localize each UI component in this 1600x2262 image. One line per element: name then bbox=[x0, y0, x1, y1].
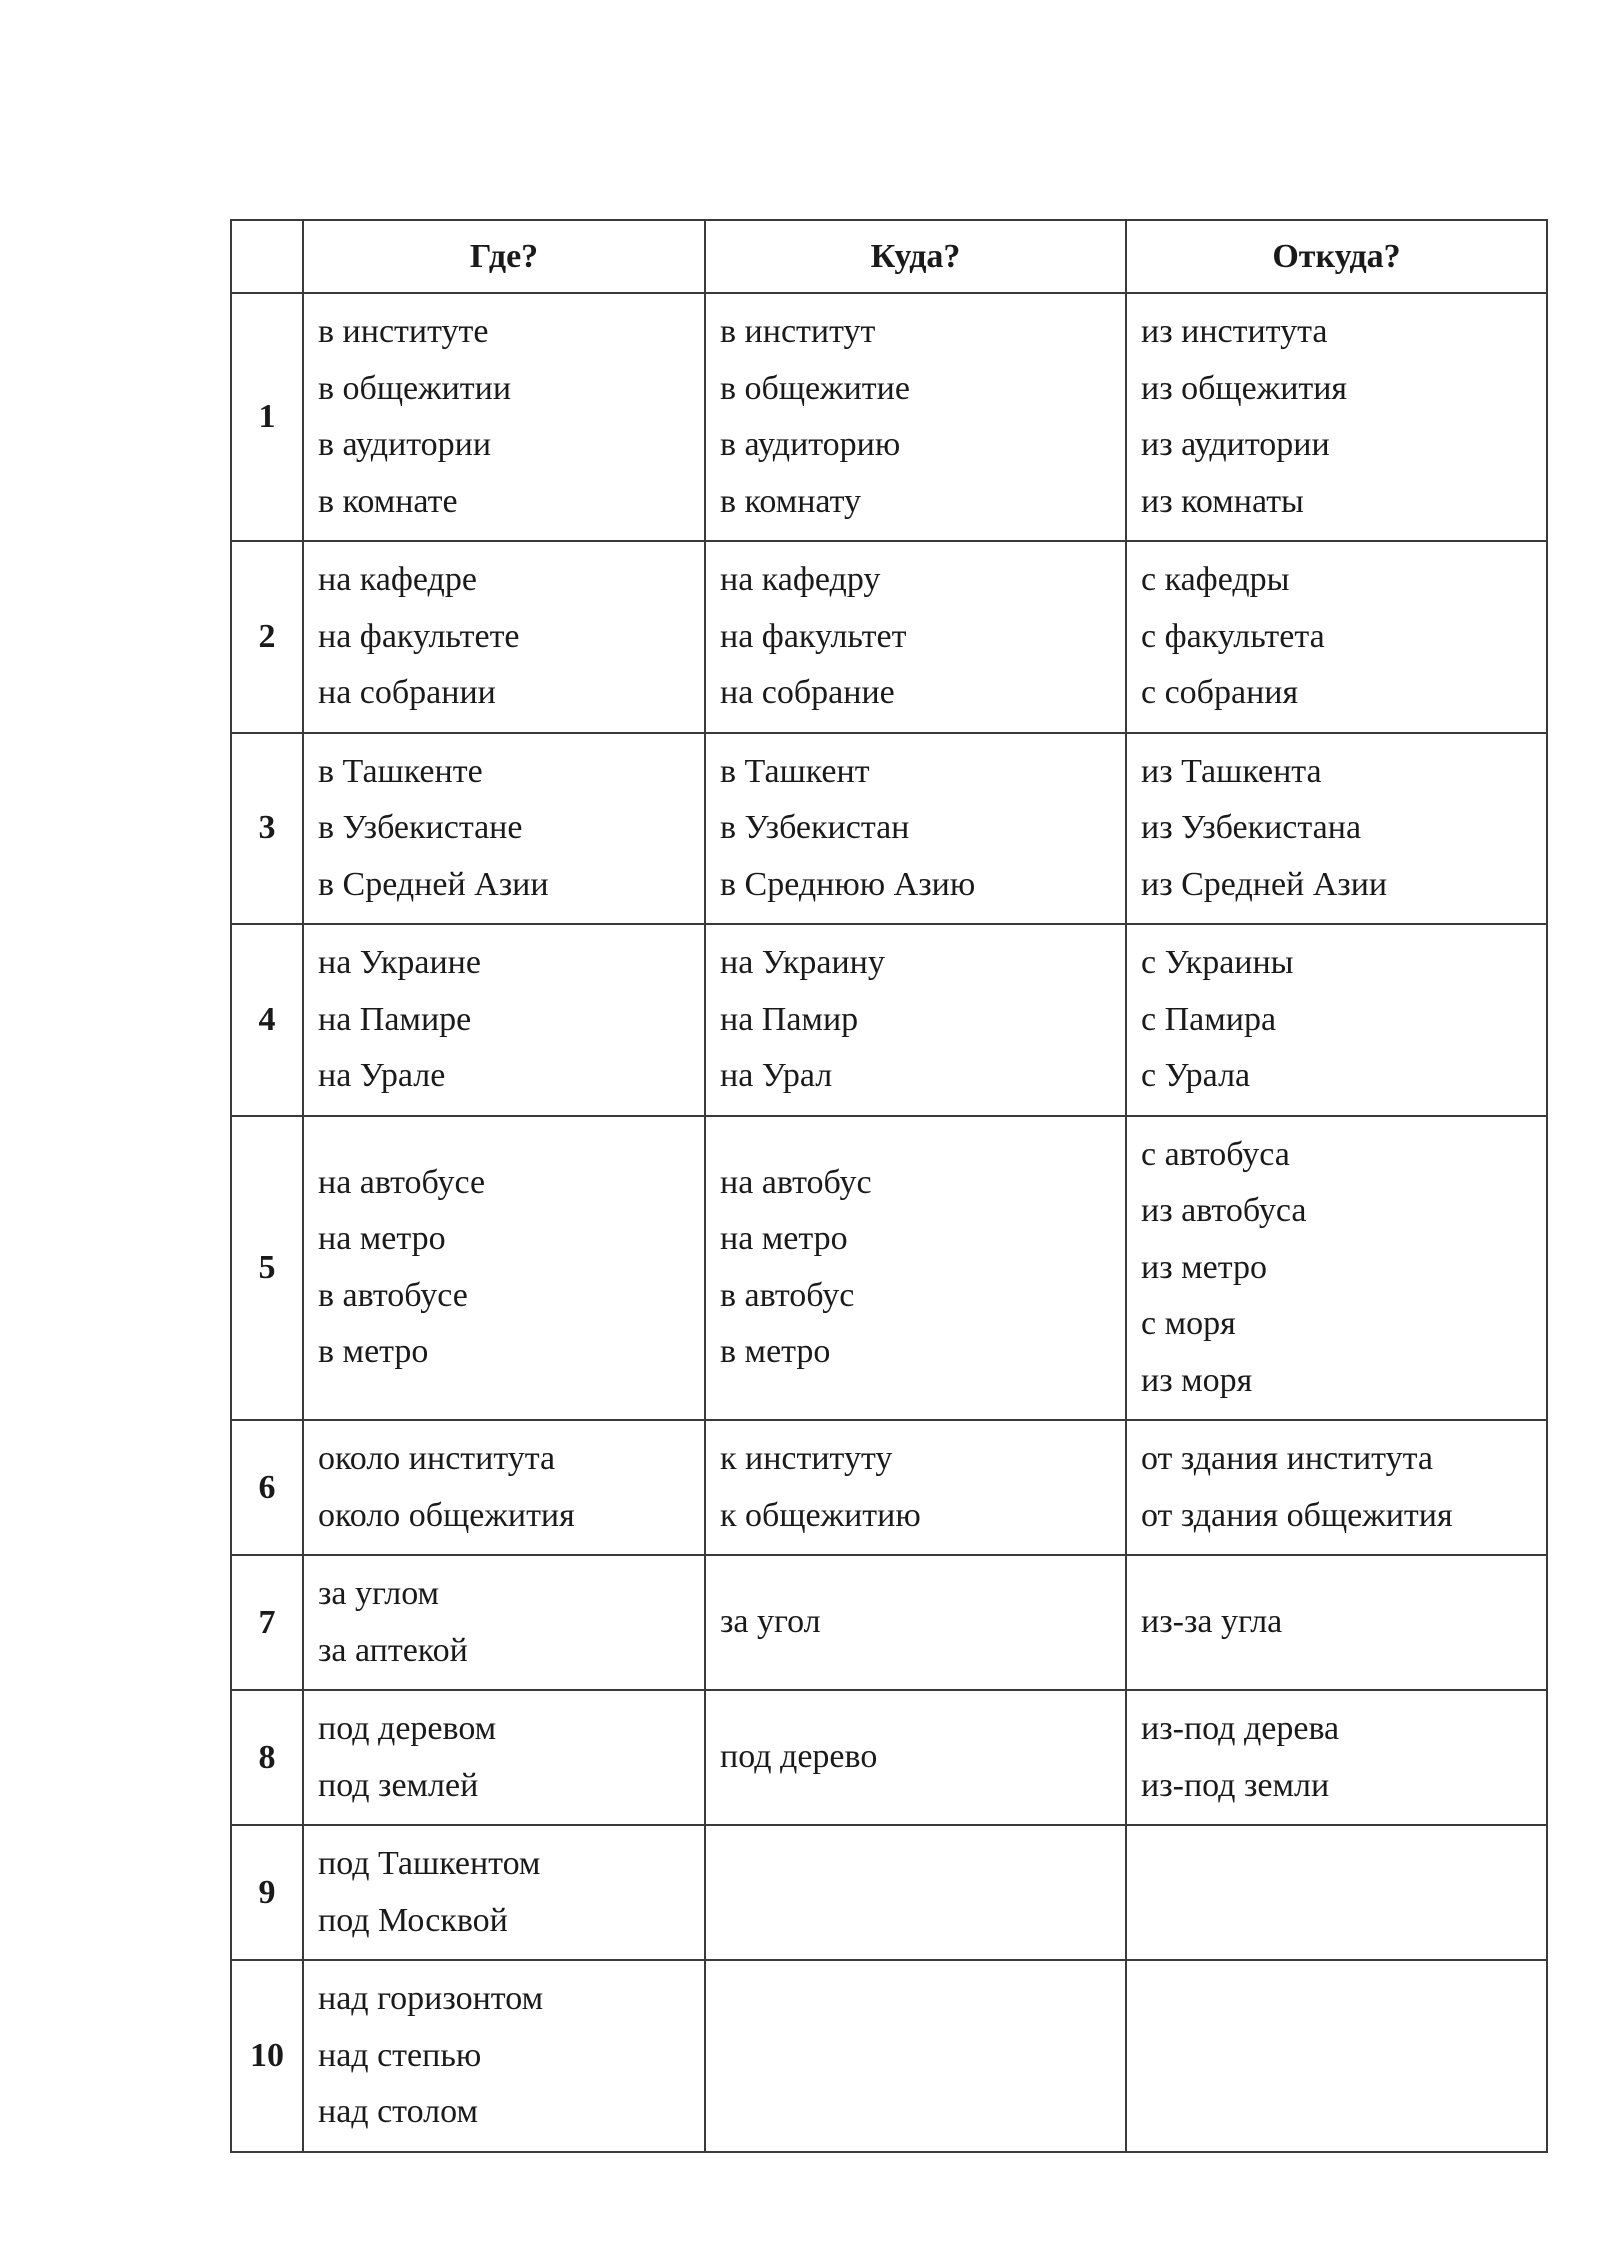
otkuda-phrase: из института bbox=[1141, 313, 1328, 350]
kuda-phrase: в институт bbox=[720, 313, 876, 350]
otkuda-phrase: с автобуса bbox=[1141, 1135, 1290, 1173]
gde-phrase: под Ташкентом bbox=[318, 1845, 541, 1882]
otkuda-phrase: с моря bbox=[1141, 1305, 1236, 1342]
gde-phrase: под землей bbox=[318, 1766, 479, 1804]
gde-phrase: на Памире bbox=[318, 1000, 472, 1038]
row-number: 4 bbox=[231, 924, 303, 1116]
header-otkuda: Откуда? bbox=[1126, 220, 1547, 293]
gde-phrase: в общежитии bbox=[318, 369, 512, 407]
gde-phrase: под деревом bbox=[318, 1710, 497, 1747]
row-number: 8 bbox=[231, 1690, 303, 1825]
header-number bbox=[231, 220, 303, 293]
gde-phrase: над столом bbox=[318, 2093, 478, 2130]
otkuda-phrase: из метро bbox=[1141, 1248, 1268, 1286]
gde-phrase: под Москвой bbox=[318, 1901, 508, 1939]
header-gde: Где? bbox=[303, 220, 705, 293]
gde-cell bbox=[303, 541, 705, 733]
kuda-phrase: в аудиторию bbox=[720, 426, 901, 463]
otkuda-phrase: с Памира bbox=[1141, 1000, 1277, 1038]
kuda-phrase: к институту bbox=[720, 1440, 893, 1477]
kuda-phrase: к общежитию bbox=[720, 1496, 921, 1534]
otkuda-phrase: из Ташкента bbox=[1141, 752, 1322, 790]
gde-phrase: в Средней Азии bbox=[318, 865, 549, 903]
otkuda-phrase: от здания института bbox=[1141, 1440, 1433, 1477]
otkuda-cell bbox=[1126, 733, 1547, 925]
otkuda-phrase: из Средней Азии bbox=[1141, 865, 1388, 903]
kuda-phrase: в автобус bbox=[720, 1276, 855, 1314]
otkuda-cell bbox=[1126, 1116, 1547, 1421]
gde-phrase: на Урале bbox=[318, 1057, 446, 1094]
kuda-phrase: на факультет bbox=[720, 617, 907, 655]
row-number: 6 bbox=[231, 1420, 303, 1555]
kuda-phrase: в метро bbox=[720, 1333, 831, 1371]
kuda-phrase: на Урал bbox=[720, 1057, 833, 1094]
kuda-phrase: в комнату bbox=[720, 482, 862, 520]
kuda-cell bbox=[705, 1420, 1126, 1555]
table-row bbox=[231, 1960, 1547, 2152]
gde-cell bbox=[303, 733, 705, 925]
kuda-phrase: в Ташкент bbox=[720, 752, 870, 790]
kuda-phrase: на Украину bbox=[720, 944, 885, 981]
gde-phrase: над степью bbox=[318, 2036, 482, 2074]
gde-cell bbox=[303, 924, 705, 1116]
kuda-phrase: в Узбекистан bbox=[720, 809, 910, 846]
kuda-phrase: в общежитие bbox=[720, 369, 910, 407]
otkuda-phrase: с Украины bbox=[1141, 944, 1294, 981]
gde-phrase: на автобусе bbox=[318, 1163, 486, 1201]
table-row bbox=[231, 293, 1547, 541]
otkuda-phrase: от здания общежития bbox=[1141, 1496, 1453, 1534]
kuda-phrase: на кафедру bbox=[720, 561, 881, 598]
otkuda-cell bbox=[1126, 1420, 1547, 1555]
gde-phrase: в комнате bbox=[318, 482, 458, 520]
gde-cell bbox=[303, 1555, 705, 1690]
gde-cell bbox=[303, 293, 705, 541]
gde-phrase: за углом bbox=[318, 1575, 440, 1612]
gde-phrase: около института bbox=[318, 1440, 556, 1477]
table-row bbox=[231, 1116, 1547, 1421]
otkuda-phrase: из-под дерева bbox=[1141, 1710, 1340, 1747]
gde-phrase: в Узбекистане bbox=[318, 809, 523, 846]
gde-phrase: на кафедре bbox=[318, 561, 477, 598]
kuda-phrase: под дерево bbox=[720, 1738, 878, 1776]
gde-phrase: в Ташкенте bbox=[318, 752, 483, 790]
table-body bbox=[231, 293, 1547, 2152]
table-row bbox=[231, 541, 1547, 733]
row-number: 5 bbox=[231, 1116, 303, 1421]
gde-phrase: в метро bbox=[318, 1333, 429, 1371]
kuda-phrase: в Среднюю Азию bbox=[720, 865, 976, 903]
otkuda-cell bbox=[1126, 293, 1547, 541]
kuda-phrase: за угол bbox=[720, 1603, 821, 1641]
kuda-cell bbox=[705, 924, 1126, 1116]
row-number: 7 bbox=[231, 1555, 303, 1690]
table-row bbox=[231, 1555, 1547, 1690]
kuda-cell bbox=[705, 541, 1126, 733]
kuda-cell bbox=[705, 1825, 1126, 1960]
otkuda-phrase: с факультета bbox=[1141, 617, 1325, 655]
kuda-phrase: на метро bbox=[720, 1220, 848, 1258]
gde-phrase: над горизонтом bbox=[318, 1980, 544, 2017]
table-row bbox=[231, 924, 1547, 1116]
row-number: 3 bbox=[231, 733, 303, 925]
gde-cell bbox=[303, 1960, 705, 2152]
otkuda-phrase: из аудитории bbox=[1141, 426, 1330, 463]
otkuda-phrase: из комнаты bbox=[1141, 482, 1304, 520]
gde-phrase: на факультете bbox=[318, 617, 520, 655]
otkuda-cell bbox=[1126, 1960, 1547, 2152]
prepositions-table bbox=[230, 219, 1548, 2153]
otkuda-cell bbox=[1126, 1690, 1547, 1825]
otkuda-phrase: из Узбекистана bbox=[1141, 809, 1362, 846]
kuda-cell bbox=[705, 733, 1126, 925]
gde-phrase: в институте bbox=[318, 313, 489, 350]
table-row bbox=[231, 1825, 1547, 1960]
row-number: 10 bbox=[231, 1960, 303, 2152]
gde-phrase: на собрании bbox=[318, 674, 496, 711]
gde-phrase: в аудитории bbox=[318, 426, 492, 463]
otkuda-cell bbox=[1126, 1555, 1547, 1690]
gde-phrase: на Украине bbox=[318, 944, 481, 981]
gde-phrase: в автобусе bbox=[318, 1276, 468, 1314]
row-number: 9 bbox=[231, 1825, 303, 1960]
kuda-cell bbox=[705, 1555, 1126, 1690]
gde-cell bbox=[303, 1420, 705, 1555]
otkuda-phrase: с собрания bbox=[1141, 674, 1299, 711]
kuda-phrase: на автобус bbox=[720, 1163, 872, 1201]
otkuda-cell bbox=[1126, 924, 1547, 1116]
otkuda-phrase: из автобуса bbox=[1141, 1192, 1307, 1229]
gde-cell bbox=[303, 1116, 705, 1421]
gde-cell bbox=[303, 1825, 705, 1960]
otkuda-cell bbox=[1126, 541, 1547, 733]
kuda-cell bbox=[705, 1960, 1126, 2152]
otkuda-cell bbox=[1126, 1825, 1547, 1960]
table-row bbox=[231, 1690, 1547, 1825]
otkuda-phrase: из общежития bbox=[1141, 369, 1348, 407]
otkuda-phrase: с кафедры bbox=[1141, 561, 1290, 598]
gde-phrase: около общежития bbox=[318, 1496, 575, 1534]
gde-phrase: на метро bbox=[318, 1220, 446, 1258]
row-number: 2 bbox=[231, 541, 303, 733]
table-row bbox=[231, 733, 1547, 925]
gde-cell bbox=[303, 1690, 705, 1825]
header-kuda: Куда? bbox=[705, 220, 1126, 293]
kuda-cell bbox=[705, 293, 1126, 541]
otkuda-phrase: из-за угла bbox=[1141, 1603, 1283, 1641]
otkuda-phrase: с Урала bbox=[1141, 1057, 1251, 1094]
kuda-phrase: на собрание bbox=[720, 674, 895, 711]
otkuda-phrase: из-под земли bbox=[1141, 1766, 1330, 1804]
kuda-phrase: на Памир bbox=[720, 1000, 859, 1038]
table-header-row bbox=[231, 220, 1547, 293]
otkuda-phrase: из моря bbox=[1141, 1361, 1253, 1399]
table-row bbox=[231, 1420, 1547, 1555]
row-number: 1 bbox=[231, 293, 303, 541]
gde-phrase: за аптекой bbox=[318, 1631, 468, 1669]
kuda-cell bbox=[705, 1690, 1126, 1825]
kuda-cell bbox=[705, 1116, 1126, 1421]
